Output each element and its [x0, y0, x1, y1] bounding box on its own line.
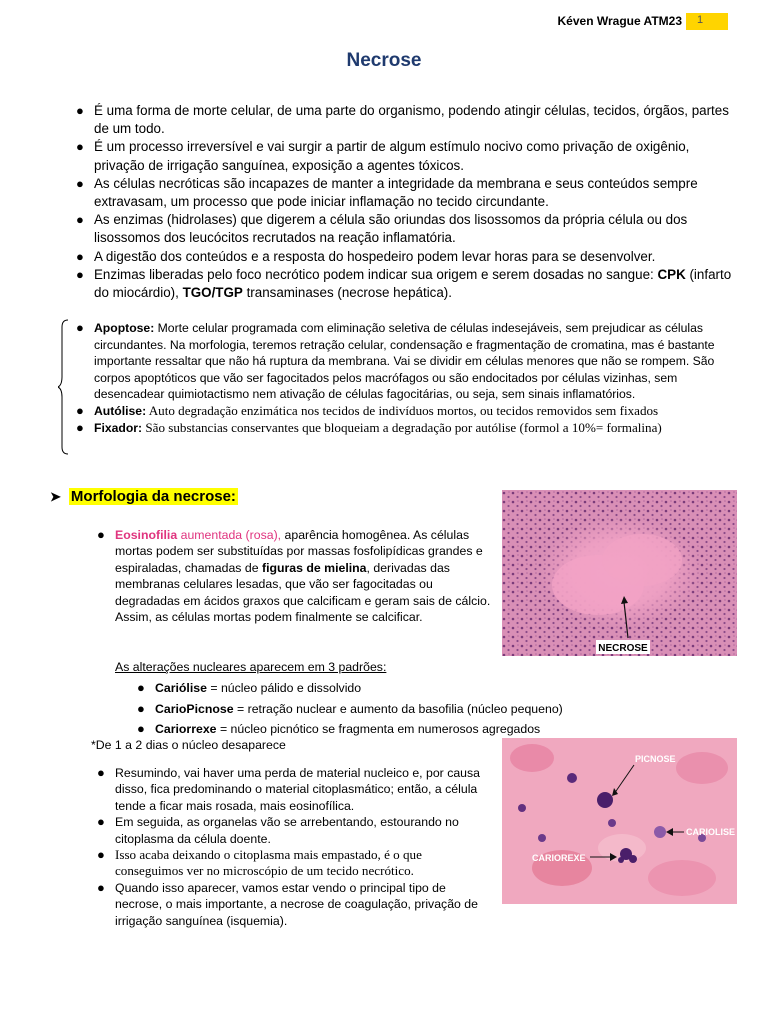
necrose-label: NECROSE — [598, 643, 648, 654]
list-item: ● Em seguida, as organelas vão se arrebentando, estourando no citoplasma da célula doente. — [97, 814, 459, 846]
bullet-icon: ● — [76, 402, 84, 418]
bullet-icon: ● — [137, 680, 145, 695]
list-item: ● Cariólise = núcleo pálido e dissolvido — [133, 678, 563, 699]
list-item-eosinofilia: ● Eosinofilia aumentada (rosa), aparência homogênea. As células mortas podem ser substituídas por massas fosfolipídicas grandes e espiraladas, chamadas de figuras de mielina, derivadas das membranas celulares lesadas, que vão ser fagocitadas ou degradadas em ácidos graxos que calcificam e geram sais de cálcio. Assim, as células mortas podem finalmente se calcificar. — [97, 527, 491, 625]
bullet-icon: ● — [76, 248, 84, 264]
definition-fixador: ● Fixador: São substancias conservantes que bloqueiam a degradação por autólise (formol a 10%= formalina) — [76, 419, 662, 435]
nuclear-changes-micrograph — [502, 738, 737, 904]
patterns-title: As alterações nucleares aparecem em 3 padrões: — [115, 660, 387, 674]
list-item: ● As células necróticas são incapazes de manter a integridade da membrana e seus conteúdos sempre extravasam, um processo que pode iniciar inflamação no tecido circundante. — [76, 175, 698, 210]
bullet-icon: ● — [76, 212, 84, 228]
list-item: ● Cariorrexe = núcleo picnótico se fragmenta em numerosos agregados — [133, 719, 563, 740]
bullet-icon: ● — [76, 139, 84, 155]
morphology-bullet — [93, 527, 493, 625]
bullet-icon: ● — [97, 765, 105, 780]
list-item: ● Isso acaba deixando o citoplasma mais empastado, é o que conseguimos ver no microscópio de um tecido necrótico. — [97, 847, 422, 879]
bullet-icon: ● — [76, 266, 84, 282]
left-brace-icon — [58, 319, 70, 455]
summary-bullet-list — [93, 765, 488, 929]
bullet-icon: ● — [97, 527, 105, 542]
bullet-icon: ● — [76, 419, 84, 435]
necrosis-micrograph — [502, 490, 737, 656]
cariorrexe-label: CARIOREXE — [532, 853, 586, 863]
bullet-icon: ● — [97, 847, 105, 863]
list-item: ● As enzimas (hidrolases) que digerem a célula são oriundas dos lisossomos da própria célula ou dos lisossomos dos leucócitos recrutados na reação inflamatória. — [76, 212, 688, 246]
definitions-list — [72, 320, 722, 436]
bullet-icon: ● — [97, 814, 105, 830]
list-item: ● É um processo irreversível e vai surgir a partir de algum estímulo nocivo como privação de oxigênio, privação de irrigação sanguínea, exposição a agentes tóxicos. — [76, 139, 690, 173]
bullet-icon: ● — [76, 320, 84, 335]
section-heading-morphology: ➤ Morfologia da necrose: — [50, 488, 236, 505]
bullet-icon: ● — [76, 103, 84, 118]
list-item: ● Quando isso aparecer, vamos estar vendo o principal tipo de necrose, o mais importante, a necrose de coagulação, privação de irrigação sanguínea (isquemia). — [97, 879, 478, 928]
list-item: ● A digestão dos conteúdos e a resposta do hospedeiro podem levar horas para se desenvolver. — [72, 248, 732, 266]
arrow-bullet-icon: ➤ — [50, 489, 61, 504]
page-title: Necrose — [346, 50, 422, 71]
cariolise-label: CARIOLISE — [686, 827, 736, 837]
list-item: ● Resumindo, vai haver uma perda de material nucleico e, por causa disso, fica predominando o material citoplasmático; então, a célula tende a ficar mais rosada, mais eosinofílica. — [97, 765, 481, 813]
list-item-enzymes: ● Enzimas liberadas pelo foco necrótico podem indicar sua origem e serem dosadas no sangue: CPK (infarto do miocárdio), TGO/TGP transaminases (necrose hepática). — [76, 266, 732, 301]
bullet-icon: ● — [97, 879, 105, 895]
author-header: Kéven Wrague ATM23 — [557, 14, 682, 28]
intro-bullet-list — [72, 102, 732, 302]
page-number-badge: 1 — [686, 13, 728, 30]
nuclear-patterns-list — [133, 678, 563, 740]
picnose-label: PICNOSE — [635, 754, 676, 764]
definition-autolise: ● Autólise: Auto degradação enzimática nos tecidos de indivíduos mortos, ou tecidos removidos sem fixados — [76, 402, 659, 418]
note-text: *De 1 a 2 dias o núcleo desaparece — [91, 738, 286, 752]
bullet-icon: ● — [137, 700, 145, 716]
bullet-icon: ● — [76, 175, 84, 191]
bullet-icon: ● — [137, 721, 145, 736]
definition-apoptose: ● Apoptose: Morte celular programada com eliminação seletiva de células indesejáveis, sem prejudicar as células circundantes. Na morfologia, teremos retração celular, condensação e fragmentação de cromatina, mas é bastante importante ressaltar que não há ruptura da membrana. Vai se dividir em células menores que não se rompem. São corpos apoptóticos que vão ser fagocitados pelos macrófagos ou são endocitados por células vizinhas, sem desencadear quimiotactismo nem ativação de células fagocitárias, ou seja, sem sinais inflamatórios. — [76, 320, 715, 402]
list-item: ● CarioPicnose = retração nuclear e aumento da basofilia (núcleo pequeno) — [133, 699, 563, 720]
list-item: ● É uma forma de morte celular, de uma parte do organismo, podendo atingir células, tecidos, órgãos, partes de um todo. — [76, 103, 729, 137]
